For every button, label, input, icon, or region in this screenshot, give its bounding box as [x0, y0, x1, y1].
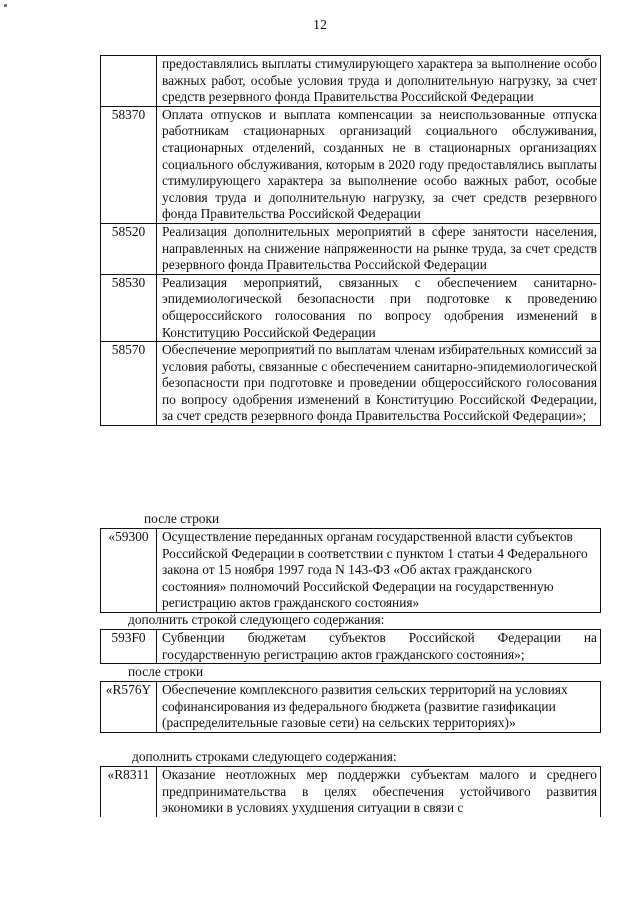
instruction-after-line: после строки [144, 511, 220, 526]
row-description: Субвенции бюджетам субъектов Российской Федерации на государственную регистрацию актов гражданского состояния»; [157, 630, 601, 664]
codes-table-R8311 [100, 766, 601, 817]
table-row [101, 56, 601, 107]
row-code: 58520 [101, 223, 157, 274]
table-row [101, 767, 601, 817]
row-description: Оплата отпусков и выплата компенсации за неиспользованные отпуска работникам стационарных организаций социального обслуживания, стационарных отделений, созданных не в стационарных организациях социального обслуживания, которым в 2020 году предоставлялись выплаты стимулирующего характера за выполнение особо важных работ, особые условия труда и дополнительную нагрузку, за счет средств резервного фонда Правительства Российской Федерации [157, 106, 601, 223]
instruction-add-line: дополнить строкой следующего содержания: [128, 612, 385, 627]
codes-table-59300 [100, 528, 601, 613]
codes-table-593F0 [100, 629, 601, 664]
row-code: 58570 [101, 342, 157, 426]
table-row [101, 342, 601, 426]
row-description: Осуществление переданных органам государственной власти субъектов Российской Федерации в соответствии с пунктом 1 статьи 4 Федерального закона от 15 ноября 1997 года N 143-ФЗ «Об актах гражданского состояния» полномочий Российской Федерации на государственную регистрацию актов гражданского состояния» [157, 529, 601, 613]
row-code: 593F0 [101, 630, 157, 664]
row-code: 58530 [101, 274, 157, 341]
instruction-add-lines: дополнить строками следующего содержания: [132, 749, 397, 764]
scan-mark [4, 4, 7, 7]
codes-table-main [100, 55, 601, 426]
table-row [101, 529, 601, 613]
row-description: Реализация дополнительных мероприятий в сфере занятости населения, направленных на снижение напряженности на рынке труда, за счет средств резервного фонда Правительства Российской Федерации [157, 223, 601, 274]
row-code: 58370 [101, 106, 157, 223]
row-code: «59300 [101, 529, 157, 613]
table-row [101, 274, 601, 341]
instruction-after-line: после строки [128, 664, 204, 679]
table-row [101, 106, 601, 223]
row-description: Реализация мероприятий, связанных с обеспечением санитарно-эпидемиологической безопасности при подготовке к проведению общероссийского голосования по вопросу одобрения изменений в Конституцию Российской Федерации [157, 274, 601, 341]
row-code [101, 56, 157, 107]
page-number: 12 [313, 18, 327, 33]
row-description: предоставлялись выплаты стимулирующего характера за выполнение особо важных работ, особые условия труда и дополнительную нагрузку, за счет средств резервного фонда Правительства Российской Федерации [157, 56, 601, 107]
row-code: «R576Y [101, 682, 157, 733]
row-description: Обеспечение комплексного развития сельских территорий на условиях софинансирования из федерального бюджета (развитие газификации (распределительные газовые сети) на сельских территориях)» [157, 682, 601, 733]
row-code: «R8311 [101, 767, 157, 817]
table-row [101, 630, 601, 664]
row-description: Обеспечение мероприятий по выплатам членам избирательных комиссий за условия работы, связанные с обеспечением санитарно-эпидемиологической безопасности при подготовке и проведении общероссийского голосования по вопросу одобрения изменений в Конституцию Российской Федерации, за счет средств резервного фонда Правительства Российской Федерации»; [157, 342, 601, 426]
row-description: Оказание неотложных мер поддержки субъектам малого и среднего предпринимательства в целях обеспечения устойчивого развития экономики в условиях ухудшения ситуации в связи с [157, 767, 601, 817]
codes-table-R576Y [100, 681, 601, 733]
table-row [101, 223, 601, 274]
table-row [101, 682, 601, 733]
